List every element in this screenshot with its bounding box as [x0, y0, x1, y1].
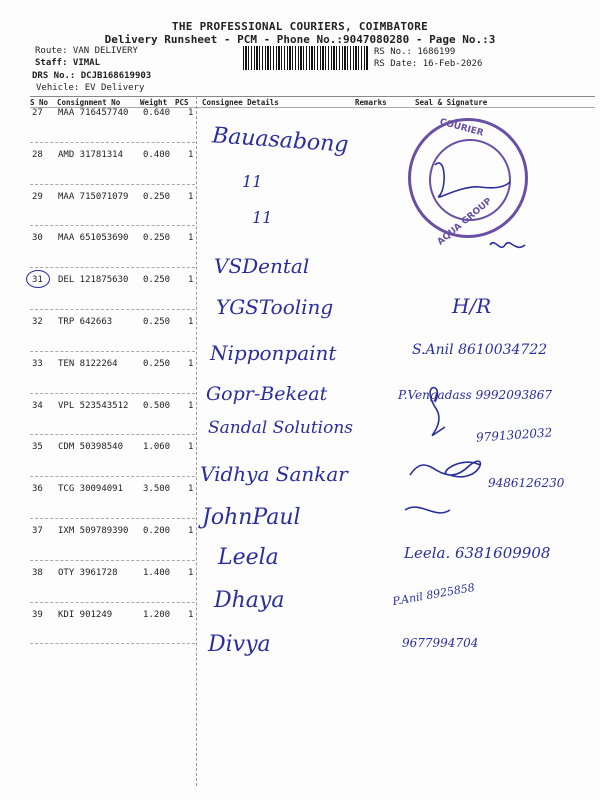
- row-pcs: 1: [188, 484, 194, 495]
- row-separator: [30, 602, 195, 603]
- handwritten-consignee: Gopr-Bekeat: [206, 383, 328, 405]
- row-sno: 34: [32, 400, 43, 411]
- col-seal: Seal & Signature: [415, 98, 488, 107]
- row-separator: [30, 434, 195, 435]
- row-weight: 0.500: [143, 400, 171, 411]
- col-consignee: Consignee Details: [202, 98, 279, 107]
- row-pcs: 1: [188, 233, 194, 244]
- handwritten-signature: Leela. 6381609908: [404, 544, 551, 562]
- row-consignment: TEN 8122264: [58, 358, 118, 369]
- row-consignment: TRP 642663: [58, 317, 113, 327]
- rs-date: RS Date: 16-Feb-2026: [374, 59, 483, 69]
- rs-number: RS No.: 1686199: [374, 47, 456, 57]
- row-consignment: VPL 523543512: [58, 400, 129, 411]
- row-pcs: 1: [188, 191, 194, 202]
- handwritten-consignee: Vidhya Sankar: [200, 462, 348, 486]
- signature-stroke: [430, 388, 445, 436]
- row-separator: [30, 184, 195, 185]
- col-pcs: PCS: [175, 98, 189, 107]
- handwritten-consignee: JohnPaul: [202, 505, 301, 530]
- row-consignment: TCG 30094091: [58, 484, 124, 495]
- handwritten-signature: 9486126230: [488, 476, 565, 490]
- signature-stroke: [405, 507, 450, 513]
- row-weight: 0.640: [143, 108, 171, 118]
- row-weight: 3.500: [143, 484, 171, 495]
- handwritten-consignee: Nipponpaint: [210, 341, 337, 365]
- signature-stroke: [410, 461, 480, 477]
- row-sno: 35: [32, 442, 43, 453]
- handwritten-signature: P.Vengadass 9992093867: [398, 388, 553, 402]
- handwritten-consignee: Sandal Solutions: [208, 418, 354, 438]
- row-weight: 1.060: [143, 442, 171, 453]
- row-consignment: AMD 31781314: [58, 149, 124, 160]
- row-separator: [30, 560, 195, 561]
- handwritten-consignee: VSDental: [214, 254, 310, 278]
- row-sno: 39: [32, 609, 43, 620]
- handwritten-signature: 9677994704: [402, 636, 479, 650]
- row-weight: 0.250: [143, 233, 171, 244]
- row-pcs: 1: [188, 358, 194, 369]
- signature-stroke: [435, 163, 510, 197]
- handwritten-signature: S.Anil 8610034722: [412, 342, 548, 358]
- row-sno: 28: [32, 149, 43, 160]
- handwritten-consignee: YGSTooling: [216, 295, 334, 319]
- company-title: THE PROFESSIONAL COURIERS, COIMBATORE: [171, 20, 429, 33]
- stamp-top-text: COURIER: [438, 117, 485, 139]
- row-sno: 30: [32, 233, 43, 244]
- row-separator: [30, 643, 195, 644]
- route-label: Route: VAN DELIVERY: [35, 46, 138, 56]
- row-pcs: 1: [188, 400, 194, 411]
- row-separator: [30, 518, 195, 519]
- handwritten-signature: H/R: [452, 294, 492, 318]
- row-pcs: 1: [188, 275, 194, 286]
- row-pcs: 1: [188, 149, 194, 160]
- handwritten-signature: 9791302032: [475, 425, 553, 445]
- row-weight: 0.250: [143, 275, 171, 286]
- row-separator: [30, 267, 195, 268]
- row-consignment: MAA 716457740: [58, 108, 129, 118]
- row-weight: 0.250: [143, 317, 171, 327]
- row-sno: 33: [32, 358, 43, 369]
- row-separator: [30, 225, 195, 226]
- col-remarks: Remarks: [355, 98, 387, 107]
- row-pcs: 1: [188, 609, 194, 620]
- handwritten-signature: P.Anil 8925858: [391, 580, 476, 609]
- row-consignment: CDM 50398540: [58, 442, 124, 453]
- handwritten-consignee: Bauasabong: [211, 123, 350, 158]
- drs-number: DRS No.: DCJB168619903: [32, 71, 152, 81]
- row-sno: 38: [32, 567, 43, 578]
- row-consignment: IXM 509789390: [58, 526, 129, 536]
- row-weight: 0.250: [143, 191, 171, 202]
- handwritten-consignee: Divya: [208, 632, 271, 657]
- vehicle-label: Vehicle: EV Delivery: [36, 83, 145, 93]
- row-separator: [30, 476, 195, 477]
- stamp-bottom-text: AQUA GROUP: [435, 196, 494, 248]
- row-weight: 1.400: [143, 567, 171, 578]
- row-weight: 0.400: [143, 149, 171, 160]
- row-sno: 29: [32, 191, 43, 202]
- col-weight: Weight: [140, 98, 168, 107]
- row-sno: 36: [32, 484, 43, 495]
- row-separator: [30, 393, 195, 394]
- row-pcs: 1: [188, 108, 194, 118]
- handwritten-consignee: 11: [242, 172, 263, 191]
- row-sno: 32: [32, 317, 43, 327]
- runsheet-subtitle: Delivery Runsheet - PCM - Phone No.:9047080280 - Page No.:3: [104, 33, 496, 46]
- row-pcs: 1: [188, 526, 194, 536]
- col-consignment: Consignment No: [57, 98, 121, 107]
- handwritten-consignee: 11: [252, 208, 273, 227]
- row-pcs: 1: [188, 317, 194, 327]
- table-header: [30, 96, 595, 108]
- row-weight: 0.250: [143, 358, 171, 369]
- staff-label: Staff: VIMAL: [35, 58, 101, 68]
- signature-stroke: [490, 243, 525, 248]
- row-consignment: KDI 901249: [58, 609, 113, 620]
- row-pcs: 1: [188, 442, 194, 453]
- signature-scribbles: [380, 140, 580, 700]
- row-sno: 31: [32, 275, 43, 286]
- row-separator: [30, 309, 195, 310]
- handwritten-consignee: Leela: [218, 545, 279, 570]
- row-consignment: OTY 3961728: [58, 567, 118, 578]
- row-sno: 37: [32, 526, 43, 536]
- row-weight: 0.200: [143, 526, 171, 536]
- barcode: [243, 46, 368, 70]
- row-consignment: MAA 651053690: [58, 233, 129, 244]
- col-sno: S No: [30, 98, 49, 107]
- row-separator: [30, 142, 195, 143]
- row-weight: 1.200: [143, 609, 171, 620]
- row-consignment: DEL 121875630: [58, 275, 129, 286]
- row-sno: 27: [32, 108, 43, 118]
- row-separator: [30, 351, 195, 352]
- handwritten-consignee: Dhaya: [214, 588, 285, 613]
- row-pcs: 1: [188, 567, 194, 578]
- row-31-circle-mark: [26, 270, 50, 288]
- row-consignment: MAA 715071079: [58, 191, 129, 202]
